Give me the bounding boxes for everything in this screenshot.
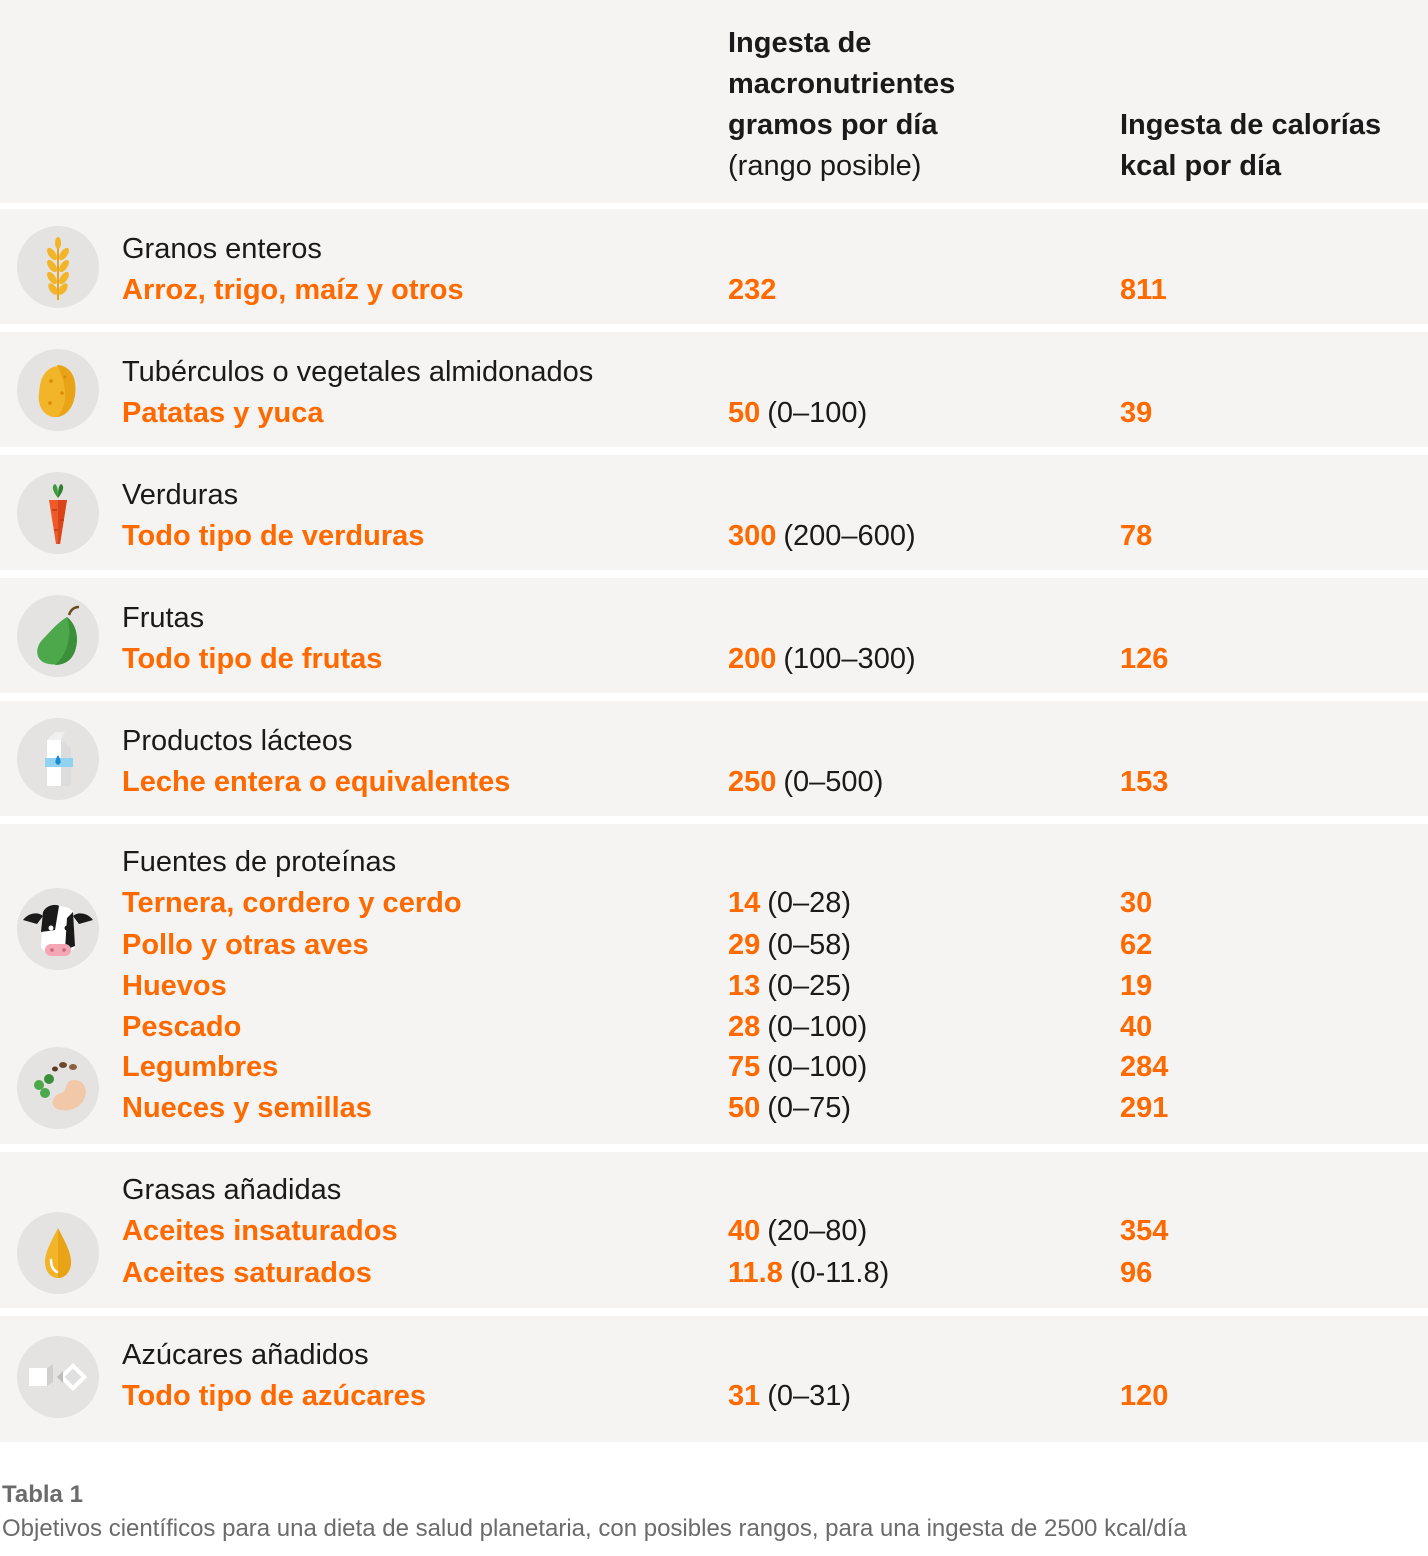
kcal-value: 96: [1120, 1257, 1153, 1289]
table-row-added-fats: [0, 1152, 1428, 1308]
table-row-whole-grains: [0, 209, 1428, 324]
carrot-icon: [17, 472, 99, 554]
item-label: Legumbres: [122, 1051, 279, 1083]
kcal-value: 30: [1120, 887, 1153, 919]
category-label: Fuentes de proteínas: [122, 846, 397, 878]
grams-value: 75 (0–100): [728, 1051, 868, 1083]
kcal-value: 354: [1120, 1215, 1169, 1247]
item-label: Todo tipo de frutas: [122, 643, 383, 675]
table-row-proteins: [0, 824, 1428, 1144]
grams-value: 28 (0–100): [728, 1011, 868, 1043]
table-header: [0, 0, 1428, 203]
item-label: Ternera, cordero y cerdo: [122, 887, 462, 919]
sugar-cubes-icon: [17, 1336, 99, 1418]
grams-header-line3: gramos por día: [728, 109, 938, 141]
table-row-tubers: [0, 332, 1428, 447]
item-label: Nueces y semillas: [122, 1092, 372, 1124]
grams-value: 300 (200–600): [728, 520, 916, 552]
item-label: Huevos: [122, 970, 227, 1002]
kcal-column-header: [1120, 105, 1381, 187]
grams-value: 40 (20–80): [728, 1215, 868, 1247]
grams-header-line1: Ingesta de: [728, 27, 872, 59]
table-row-fruits: [0, 578, 1428, 693]
category-label: Verduras: [122, 479, 239, 511]
kcal-value: 291: [1120, 1092, 1169, 1124]
kcal-value: 284: [1120, 1051, 1169, 1083]
grams-header-line2: macronutrientes: [728, 68, 956, 100]
item-label: Todo tipo de verduras: [122, 520, 425, 552]
kcal-value: 19: [1120, 970, 1153, 1002]
caption-text: Objetivos científicos para una dieta de salud planetaria, con posibles rangos, para una ingesta de 2500 kcal/día: [2, 1515, 1187, 1542]
kcal-value: 126: [1120, 643, 1169, 675]
kcal-header-line2: kcal por día: [1120, 150, 1282, 182]
table-row-added-sugars: [0, 1316, 1428, 1442]
category-label: Grasas añadidas: [122, 1174, 342, 1206]
category-label: Productos lácteos: [122, 725, 353, 757]
grams-value: 14 (0–28): [728, 887, 852, 919]
kcal-value: 78: [1120, 520, 1153, 552]
category-label: Azúcares añadidos: [122, 1339, 369, 1371]
wheat-icon: [17, 226, 99, 308]
category-label: Granos enteros: [122, 233, 322, 265]
item-label: Pescado: [122, 1011, 242, 1043]
grams-value: 250 (0–500): [728, 766, 884, 798]
kcal-value: 120: [1120, 1380, 1169, 1412]
cow-icon: [17, 888, 99, 970]
milk-carton-icon: [17, 718, 99, 800]
grams-value: 232: [728, 274, 777, 306]
grams-value: 29 (0–58): [728, 929, 852, 961]
kcal-value: 811: [1120, 274, 1167, 306]
pear-icon: [17, 595, 99, 677]
kcal-value: 62: [1120, 929, 1153, 961]
legumes-icon: [17, 1047, 99, 1129]
item-label: Patatas y yuca: [122, 397, 324, 429]
kcal-value: 39: [1120, 397, 1153, 429]
item-label: Aceites insaturados: [122, 1215, 398, 1247]
grams-value: 31 (0–31): [728, 1380, 852, 1412]
table-row-vegetables: [0, 455, 1428, 570]
item-label: Todo tipo de azúcares: [122, 1380, 427, 1412]
item-label: Pollo y otras aves: [122, 929, 369, 961]
item-label: Aceites saturados: [122, 1257, 372, 1289]
category-label: Frutas: [122, 602, 205, 634]
grams-header-subtitle: (rango posible): [728, 150, 922, 182]
table-row-dairy: [0, 701, 1428, 816]
potato-icon: [17, 349, 99, 431]
oil-drop-icon: [17, 1212, 99, 1294]
grams-value: 11.8 (0-11.8): [728, 1257, 890, 1289]
category-label: Tubérculos o vegetales almidonados: [122, 356, 594, 388]
kcal-header-line1: Ingesta de calorías: [1120, 109, 1382, 141]
kcal-value: 40: [1120, 1011, 1153, 1043]
grams-value: 50 (0–75): [728, 1092, 852, 1124]
caption-title: Tabla 1: [2, 1481, 83, 1508]
kcal-value: 153: [1120, 766, 1169, 798]
item-label: Arroz, trigo, maíz y otros: [122, 274, 464, 306]
grams-value: 50 (0–100): [728, 397, 868, 429]
grams-value: 200 (100–300): [728, 643, 916, 675]
grams-value: 13 (0–25): [728, 970, 852, 1002]
item-label: Leche entera o equivalentes: [122, 766, 511, 798]
grams-column-header: [728, 23, 955, 187]
